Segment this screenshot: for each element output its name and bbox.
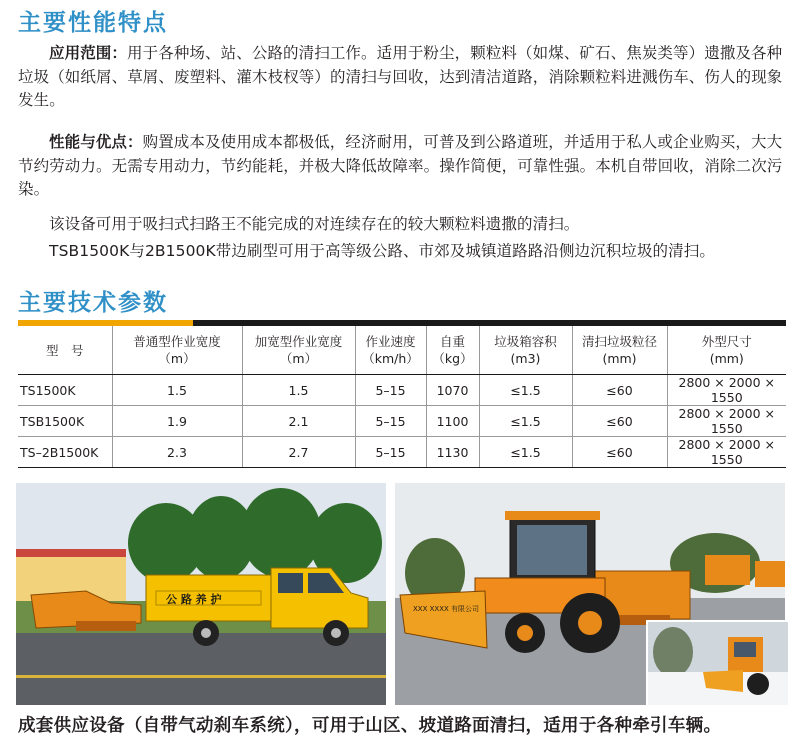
note-paragraph-2: TSB1500K与2B1500K带边刷型可用于高等级公路、市郊及城镇道路路沿侧边沉积垃圾的清扫。	[49, 242, 715, 260]
header-standard-width: 普通型作业宽度 （m）	[112, 326, 242, 375]
cell-particle-size: ≤60	[572, 406, 667, 437]
cell-particle-size: ≤60	[572, 437, 667, 468]
table-row	[18, 406, 786, 437]
cell-standard-width: 2.3	[112, 437, 242, 468]
table-header-row	[18, 326, 786, 375]
cell-wide-width: 1.5	[242, 375, 355, 406]
cell-speed: 5–15	[355, 437, 426, 468]
cell-model: TSB1500K	[18, 406, 112, 437]
note-paragraph-1: 该设备可用于吸扫式扫路王不能完成的对连续存在的较大颗粒料遗撒的清扫。	[49, 215, 580, 233]
photo-snow-inset	[648, 622, 788, 705]
truck-door-text: 公 路 养 护	[166, 593, 222, 606]
cell-model: TS1500K	[18, 375, 112, 406]
photo-truck-sweeper	[16, 483, 386, 705]
scope-paragraph	[18, 42, 788, 113]
performance-text: 购置成本及使用成本都极低，经济耐用，可普及到公路道班，并适用于私人或企业购买，大大节约劳动力。无需专用动力，节约能耗，并极大降低故障率。操作简便，可靠性强。本机自带回收，消除二次污染。	[18, 133, 783, 198]
cell-standard-width: 1.5	[112, 375, 242, 406]
cell-speed: 5–15	[355, 375, 426, 406]
section-title-specs: 主要技术参数	[18, 290, 168, 316]
cell-standard-width: 1.9	[112, 406, 242, 437]
header-weight: 自重 （kg）	[426, 326, 479, 375]
performance-paragraph	[18, 131, 788, 202]
cell-dimensions: 2800 × 2000 × 1550	[667, 406, 786, 437]
scope-label: 应用范围：	[49, 44, 128, 62]
cell-bin-volume: ≤1.5	[479, 375, 572, 406]
bottom-caption: 成套供应设备（自带气动刹车系统），可用于山区、坡道路面清扫，适用于各种牵引车辆。	[18, 716, 722, 736]
table-top-rule	[18, 320, 786, 326]
header-particle-size: 清扫垃圾粒径 (mm)	[572, 326, 667, 375]
tractor-cab-text: XXX XXXX 有限公司	[413, 605, 480, 613]
cell-particle-size: ≤60	[572, 375, 667, 406]
cell-wide-width: 2.7	[242, 437, 355, 468]
snow-inset-illustration	[648, 622, 788, 705]
cell-dimensions: 2800 × 2000 × 1550	[667, 437, 786, 468]
cell-weight: 1130	[426, 437, 479, 468]
performance-label: 性能与优点：	[49, 133, 143, 151]
section-title-features: 主要性能特点	[18, 10, 168, 36]
header-speed: 作业速度 （km/h）	[355, 326, 426, 375]
header-dimensions: 外型尺寸 (mm)	[667, 326, 786, 375]
truck-sweeper-illustration	[16, 483, 386, 705]
cell-bin-volume: ≤1.5	[479, 437, 572, 468]
table-accent-bar	[18, 320, 193, 326]
spec-table	[18, 326, 786, 468]
cell-dimensions: 2800 × 2000 × 1550	[667, 375, 786, 406]
header-model: 型 号	[18, 326, 112, 375]
header-bin-volume: 垃圾箱容积 (m3)	[479, 326, 572, 375]
spec-table-container	[18, 320, 786, 468]
cell-weight: 1100	[426, 406, 479, 437]
table-row	[18, 375, 786, 406]
cell-bin-volume: ≤1.5	[479, 406, 572, 437]
cell-speed: 5–15	[355, 406, 426, 437]
cell-model: TS–2B1500K	[18, 437, 112, 468]
cell-wide-width: 2.1	[242, 406, 355, 437]
scope-text: 用于各种场、站、公路的清扫工作。适用于粉尘，颗粒料（如煤、矿石、焦炭类等）遗撒及各种垃圾（如纸屑、草屑、废塑料、灌木枝杈等）的清扫与回收，达到清洁道路，消除颗粒料进溅伤车、伤人的现象发生。	[18, 44, 783, 109]
header-wide-width: 加宽型作业宽度 （m）	[242, 326, 355, 375]
table-row	[18, 437, 786, 468]
cell-weight: 1070	[426, 375, 479, 406]
